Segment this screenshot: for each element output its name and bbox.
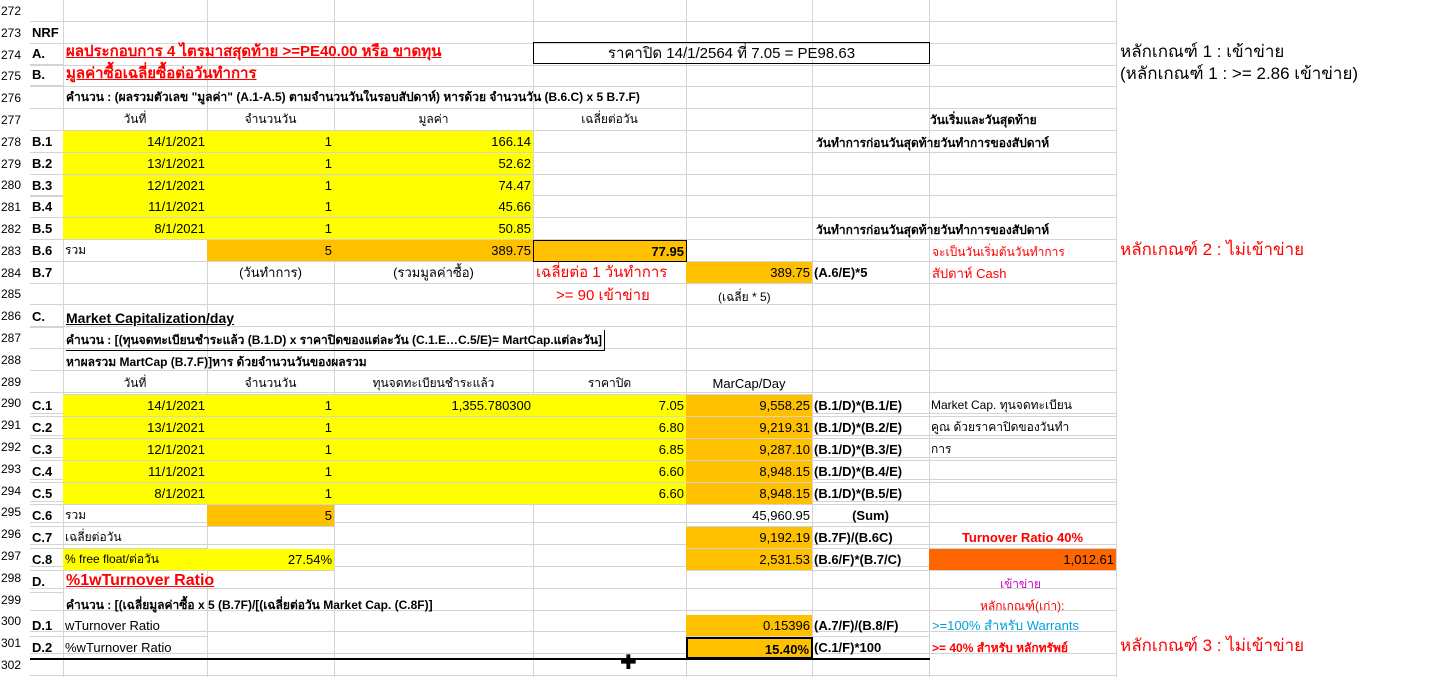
c-header-price[interactable]: ราคาปิด (533, 373, 687, 395)
c-row-price[interactable]: 6.60 (533, 483, 687, 505)
section-d-calc: คำนวน : [(เฉลี่ยมูลค่าซื้อ x 5 (B.7F)/[(เฉลี่ยต่อวัน Market Cap. (C.8F)] (66, 598, 433, 612)
row-header[interactable]: 289 (1, 374, 22, 389)
b-row-value[interactable]: 52.62 (334, 153, 534, 175)
row-header[interactable]: 295 (1, 505, 22, 520)
row-header[interactable]: 273 (1, 25, 22, 40)
b6-avg[interactable]: 77.95 (533, 240, 687, 262)
d2-note: >= 40% สำหรับ หลักทรัพย์ (932, 641, 1068, 655)
c-row-id[interactable]: C.1 (30, 395, 64, 417)
c-row-formula[interactable]: (B.1/D)*(B.4/E) (812, 461, 930, 483)
b-row-days[interactable]: 1 (207, 131, 335, 153)
c-row-note[interactable] (929, 483, 1117, 505)
cell-cursor-icon: ✚ (620, 652, 637, 674)
avg-threshold: >= 90 เข้าข่าย (556, 287, 650, 304)
b7-days-label[interactable]: (วันทำการ) (207, 262, 335, 284)
b-row-days[interactable]: 1 (207, 218, 335, 240)
d2-id[interactable]: D.2 (30, 637, 64, 659)
section-b-calc: คำนวน : (ผลรวมตัวเลข "มูลค่า" (A.1-A.5) ตามจำนวนวันในรอบสัปดาห์) หารด้วย จำนวนวัน (B.6.C) x 5 B.7.F) (66, 90, 640, 104)
header-date[interactable]: วันที่ (63, 109, 208, 131)
b7-avg-note: เฉลี่ยต่อ 1 วันทำการ (536, 264, 668, 281)
row-header[interactable]: 279 (1, 156, 22, 171)
c6-days[interactable]: 5 (207, 505, 335, 527)
old-rule-label: หลักเกณฑ์(เก่า): (980, 599, 1065, 613)
c-row-date[interactable]: 12/1/2021 (63, 439, 208, 461)
c-row-formula[interactable]: (B.1/D)*(B.5/E) (812, 483, 930, 505)
d2-formula[interactable]: (C.1/F)*100 (812, 637, 930, 659)
row-header[interactable]: 298 (1, 570, 22, 585)
d2-value[interactable]: 15.40% (686, 637, 813, 659)
d-note-pink: เข้าข่าย (1000, 577, 1042, 591)
row-header[interactable]: 277 (1, 113, 22, 127)
turnover-ratio-value[interactable]: 1,012.61 (929, 549, 1117, 571)
c-header-capital[interactable]: ทุนจดทะเบียนชำระแล้ว (334, 373, 534, 395)
b7-id[interactable]: B.7 (30, 262, 64, 284)
gridline (30, 675, 1117, 676)
b7-value-label[interactable]: (รวมมูลค่าซื้อ) (334, 262, 534, 284)
c-row-date[interactable]: 11/1/2021 (63, 461, 208, 483)
row-header[interactable]: 299 (1, 592, 22, 607)
b-row-date[interactable]: 11/1/2021 (63, 196, 208, 218)
c-header-mcap[interactable]: MarCap/Day (686, 373, 813, 395)
turnover-ratio-label[interactable]: Turnover Ratio 40% (929, 527, 1117, 549)
b6-label[interactable]: รวม (63, 240, 208, 262)
row-header[interactable]: 291 (1, 418, 22, 433)
c8-id[interactable]: C.8 (30, 549, 64, 571)
header-start-end: วันเริ่มและวันสุดท้าย (930, 113, 1037, 127)
row-header[interactable]: 280 (1, 178, 22, 193)
section-b-label[interactable]: B. (30, 64, 64, 86)
c-row-days[interactable]: 1 (207, 439, 335, 461)
row-header[interactable]: 293 (1, 461, 22, 476)
d1-label[interactable]: wTurnover Ratio (63, 615, 208, 637)
c-row-capital[interactable] (334, 417, 534, 439)
header-value[interactable]: มูลค่า (334, 109, 534, 131)
b6-note: จะเป็นวันเริ่มต้นวันทำการ (932, 245, 1065, 259)
b6-id[interactable]: B.6 (30, 240, 64, 262)
b-note-1: วันทำการก่อนวันสุดท้ายวันทำการของสัปดาห์ (816, 136, 1050, 150)
gridline (30, 21, 1117, 22)
c-row-note[interactable]: Market Cap. ทุนจดทะเบียน (929, 395, 1117, 417)
gridline (1116, 0, 1117, 677)
section-c-title: Market Capitalization/day (66, 310, 235, 326)
c6-mcap[interactable]: 45,960.95 (686, 505, 813, 527)
d1-formula[interactable]: (A.7/F)/(B.8/F) (812, 615, 930, 637)
row-header[interactable]: 294 (1, 483, 22, 498)
row-header[interactable]: 292 (1, 440, 22, 454)
b-row-days[interactable]: 1 (207, 196, 335, 218)
c8-pct[interactable]: 27.54% (207, 549, 335, 571)
c8-mcap[interactable]: 2,531.53 (686, 549, 813, 571)
row-header[interactable]: 288 (1, 352, 22, 367)
c7-mcap[interactable]: 9,192.19 (686, 527, 813, 549)
b-row-date[interactable]: 12/1/2021 (63, 175, 208, 197)
b-row-id[interactable]: B.1 (30, 131, 64, 153)
c-row-note[interactable]: การ (929, 439, 1117, 461)
row-header[interactable]: 290 (1, 396, 22, 411)
sheet-title[interactable]: NRF (30, 22, 64, 44)
c-row-price[interactable]: 7.05 (533, 395, 687, 417)
avg-times-5: (เฉลี่ย * 5) (718, 290, 771, 304)
row-header[interactable]: 302 (1, 658, 22, 672)
closing-price-box[interactable]: ราคาปิด 14/1/2564 ที่ 7.05 = PE98.63 (533, 42, 930, 64)
section-b-title: มูลค่าซื้อเฉลี่ยซื้อต่อวันทำการ (66, 65, 257, 82)
c-row-capital[interactable] (334, 461, 534, 483)
c6-formula[interactable]: (Sum) (812, 505, 930, 527)
b-row-id[interactable]: B.2 (30, 153, 64, 175)
c-row-days[interactable]: 1 (207, 461, 335, 483)
c-row-id[interactable]: C.2 (30, 417, 64, 439)
c-row-days[interactable]: 1 (207, 395, 335, 417)
row-header[interactable]: 296 (1, 527, 22, 542)
c-row-formula[interactable]: (B.1/D)*(B.2/E) (812, 417, 930, 439)
c8-formula[interactable]: (B.6/F)*(B.7/C) (812, 549, 930, 571)
row-header[interactable]: 301 (1, 636, 22, 651)
row-header[interactable]: 276 (1, 91, 22, 106)
row-header[interactable]: 278 (1, 134, 22, 149)
b-row-days[interactable]: 1 (207, 153, 335, 175)
c-row-date[interactable]: 13/1/2021 (63, 417, 208, 439)
b-row-date[interactable]: 8/1/2021 (63, 218, 208, 240)
d1-id[interactable]: D.1 (30, 615, 64, 637)
row-header[interactable]: 281 (1, 200, 22, 215)
row-header[interactable]: 284 (1, 265, 22, 280)
d2-label[interactable]: %wTurnover Ratio (63, 637, 208, 659)
b-row-value[interactable]: 45.66 (334, 196, 534, 218)
c-row-price[interactable]: 6.60 (533, 461, 687, 483)
c-row-mcap[interactable]: 9,558.25 (686, 395, 813, 417)
b-row-value[interactable]: 50.85 (334, 218, 534, 240)
c-row-days[interactable]: 1 (207, 417, 335, 439)
d1-note: >=100% สำหรับ Warrants (932, 618, 1079, 633)
section-d-title: %1wTurnover Ratio (66, 572, 215, 589)
c6-label[interactable]: รวม (63, 505, 208, 527)
c7-formula[interactable]: (B.7F)/(B.6C) (812, 527, 930, 549)
c-row-id[interactable]: C.3 (30, 439, 64, 461)
c-row-mcap[interactable]: 8,948.15 (686, 461, 813, 483)
b-row-id[interactable]: B.5 (30, 218, 64, 240)
b-row-value[interactable]: 74.47 (334, 175, 534, 197)
gridline (812, 0, 813, 677)
c7-id[interactable]: C.7 (30, 527, 64, 549)
c-row-capital[interactable] (334, 439, 534, 461)
section-a-label[interactable]: A. (30, 43, 64, 65)
gridline (686, 0, 687, 677)
c-row-formula[interactable]: (B.1/D)*(B.1/E) (812, 395, 930, 417)
c-header-days[interactable]: จำนวนวัน (207, 373, 335, 395)
row-header[interactable]: 282 (1, 222, 22, 236)
section-c-calc-1: คำนวน : [(ทุนจดทะเบียนชำระแล้ว (B.1.D) x ราคาปิดของแต่ละวัน (C.1.E…C.5/E)= MartCap.แต่ละวัน] (66, 330, 605, 351)
rule-1: หลักเกณฑ์ 1 : เข้าข่าย (1120, 42, 1285, 61)
row-header[interactable]: 285 (1, 287, 22, 302)
c-row-capital[interactable] (334, 483, 534, 505)
b-row-date[interactable]: 14/1/2021 (63, 131, 208, 153)
c-row-id[interactable]: C.5 (30, 483, 64, 505)
b7-note: สัปดาห์ Cash (932, 266, 1007, 281)
row-header[interactable]: 297 (1, 549, 22, 563)
row-header[interactable]: 300 (1, 614, 22, 629)
b-row-id[interactable]: B.3 (30, 175, 64, 197)
c-row-price[interactable]: 6.80 (533, 417, 687, 439)
c7-label[interactable]: เฉลี่ยต่อวัน (63, 527, 208, 549)
header-avg[interactable]: เฉลี่ยต่อวัน (533, 109, 687, 131)
c-row-mcap[interactable]: 9,287.10 (686, 439, 813, 461)
c-row-price[interactable]: 6.85 (533, 439, 687, 461)
c-row-id[interactable]: C.4 (30, 461, 64, 483)
b-row-days[interactable]: 1 (207, 175, 335, 197)
section-a-title: ผลประกอบการ 4 ไตรมาสสุดท้าย >=PE40.00 หรือ ขาดทุน (66, 43, 442, 60)
c-row-note[interactable]: คูณ ด้วยราคาปิดของวันทำ (929, 417, 1117, 439)
table-bottom-border (30, 658, 930, 660)
c-row-date[interactable]: 8/1/2021 (63, 483, 208, 505)
b-row-id[interactable]: B.4 (30, 196, 64, 218)
c-header-date[interactable]: วันที่ (63, 373, 208, 395)
b-note-2: วันทำการก่อนวันสุดท้ายวันทำการของสัปดาห์ (816, 223, 1050, 237)
b6-days[interactable]: 5 (207, 240, 335, 262)
row-header[interactable]: 283 (1, 243, 22, 258)
c6-id[interactable]: C.6 (30, 505, 64, 527)
section-c-label[interactable]: C. (30, 306, 64, 328)
row-header[interactable]: 275 (1, 69, 22, 84)
c8-label[interactable]: % free float/ต่อวัน (63, 549, 208, 571)
rule-1-threshold: (หลักเกณฑ์ 1 : >= 2.86 เข้าข่าย) (1120, 64, 1359, 83)
header-days[interactable]: จำนวนวัน (207, 109, 335, 131)
c-row-capital[interactable]: 1,355.780300 (334, 395, 534, 417)
rule-2: หลักเกณฑ์ 2 : ไม่เข้าข่าย (1120, 240, 1305, 259)
b7-value[interactable]: 389.75 (686, 262, 813, 284)
row-header[interactable]: 286 (1, 309, 22, 324)
c-row-date[interactable]: 14/1/2021 (63, 395, 208, 417)
d1-value[interactable]: 0.15396 (686, 615, 813, 637)
section-c-calc-2: หาผลรวม MartCap (B.7.F)]หาร ด้วยจำนวนวันของผลรวม (66, 355, 367, 369)
c-row-note[interactable] (929, 461, 1117, 483)
c-row-mcap[interactable]: 8,948.15 (686, 483, 813, 505)
c-row-days[interactable]: 1 (207, 483, 335, 505)
gridline (929, 0, 930, 677)
c-row-mcap[interactable]: 9,219.31 (686, 417, 813, 439)
b-row-date[interactable]: 13/1/2021 (63, 153, 208, 175)
row-header[interactable]: 287 (1, 331, 22, 345)
b-row-value[interactable]: 166.14 (334, 131, 534, 153)
row-header[interactable]: 272 (1, 4, 22, 18)
row-header[interactable]: 274 (1, 47, 22, 62)
c-row-formula[interactable]: (B.1/D)*(B.3/E) (812, 439, 930, 461)
b6-value[interactable]: 389.75 (334, 240, 534, 262)
section-d-label[interactable]: D. (30, 571, 64, 593)
rule-3: หลักเกณฑ์ 3 : ไม่เข้าข่าย (1120, 636, 1305, 655)
b7-formula[interactable]: (A.6/E)*5 (812, 262, 930, 284)
